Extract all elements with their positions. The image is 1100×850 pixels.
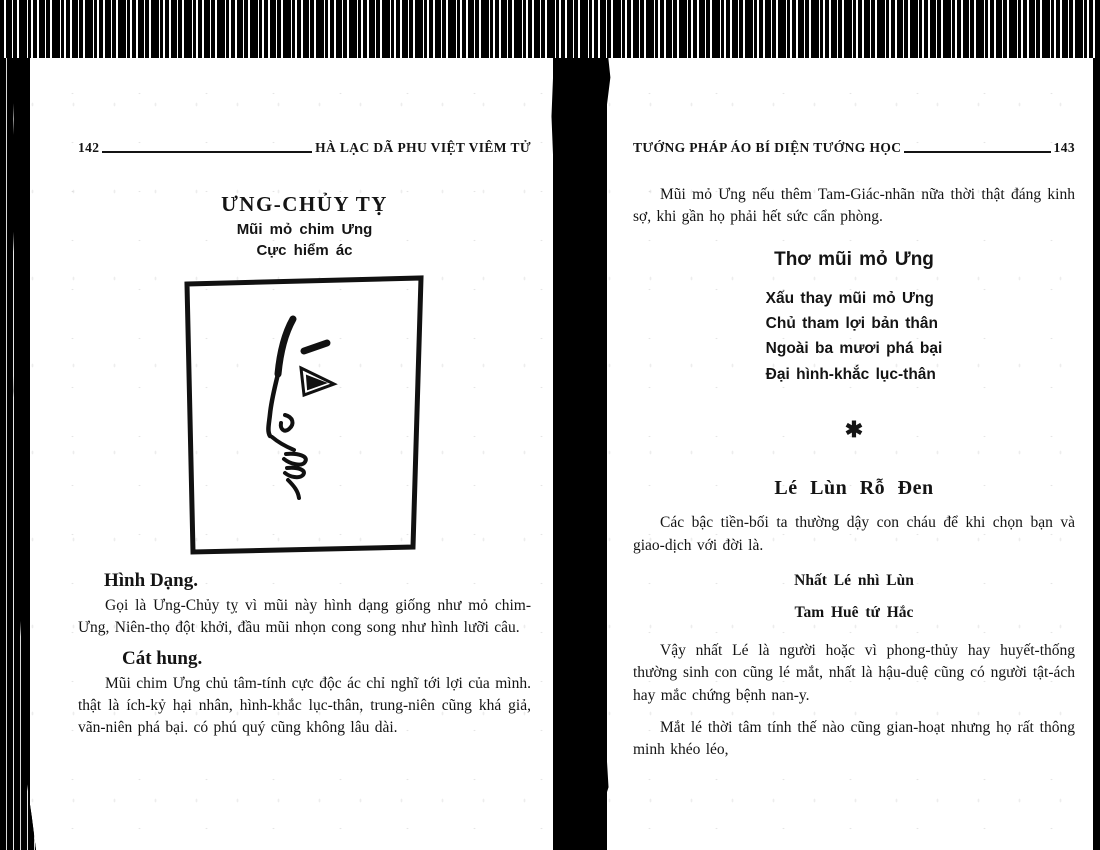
couplet-line: Tam Huê tứ Hắc [794,604,914,622]
page-right [607,56,1095,850]
illustration-frame [187,278,421,552]
page-left [30,56,553,850]
face-lines [268,319,334,498]
poem-line: Đại hình-khắc lục-thân [765,365,936,383]
running-title-left: HÀ LẠC DÃ PHU VIỆT VIÊM TỬ [315,140,531,155]
paragraph-tien-boi: Các bậc tiền-bối ta thường dậy con cháu để khi chọn bạn và giao-dịch với đời là. [633,514,1075,554]
page-right-header [633,140,1075,156]
couplet-line: Nhất Lé nhì Lùn [794,571,914,589]
poem-heading: Thơ mũi mỏ Ưng [774,248,934,270]
chapter-title: ƯNG-CHỦY TỴ [221,192,388,216]
paragraph-hinh-dang: Gọi là Ưng-Chủy tỵ vì mũi này hình dạng giống như mỏ chim-Ưng, Niên-thọ đột khởi, đầu mũi nhọn cong song như hình lưỡi câu. [78,597,531,637]
face-profile-illustration [180,273,430,559]
header-rule [904,150,1050,153]
couplet-block [633,565,1075,630]
page-number-right: 143 [1053,140,1075,155]
section-heading-cat-hung: Cát hung. [122,647,203,669]
paragraph-mui-mo-ung: Mũi mỏ Ưng nếu thêm Tam-Giác-nhãn nữa thời thật đáng kinh sợ, khi gần họ phải hết sức cẩn phòng. [633,186,1075,226]
section-heading-le-lun-ro-den: Lé Lùn Rỗ Đen [774,477,934,500]
section-heading-hinh-dang: Hình Dạng. [104,570,198,591]
paragraph-mat-le: Mắt lé thời tâm tính thế nào cũng gian-hoạt nhưng họ rất thông minh khéo léo, [633,718,1075,759]
poem-line: Ngoài ba mươi phá bại [765,340,943,358]
page-number-left: 142 [78,140,100,155]
paragraph-nhat-le: Vậy nhất Lé là người hoặc vì phong-thủy hay huyết-thống thường sinh con cũng lé mắt, nhất là hậu-duệ cũng có người tật-ách hay mắc chứng bệnh nan-y. [633,641,1075,704]
chapter-subtitle-1: Mũi mỏ chim Ưng [236,221,373,238]
paragraph-cat-hung: Mũi chim Ưng chủ tâm-tính cực độc ác chỉ nghĩ tới lợi của mình. thật là ích-kỷ hại nhân, hình-khắc lục-thân, trung-niên cũng khá giả, vãn-niên phá bại. có phú quý cũng không lâu dài. [78,674,531,737]
running-title-right: TƯỚNG PHÁP ÁO BÍ DIỆN TƯỚNG HỌC [633,140,902,155]
scan-gutter-shadow [549,54,611,834]
asterisk-ornament-icon: ✱ [844,417,864,443]
poem-line: Xấu thay mũi mỏ Ưng [765,289,934,307]
poem-line: Chủ tham lợi bản thân [765,315,938,333]
poem-block [766,286,943,388]
scan-artifact-stripes [0,0,1100,58]
scan-artifact-right-edge [1093,0,1100,850]
header-rule [102,150,312,153]
face-profile-svg [180,273,430,559]
chapter-subtitle-2: Cực hiểm ác [256,242,353,259]
page-left-header [78,140,531,156]
